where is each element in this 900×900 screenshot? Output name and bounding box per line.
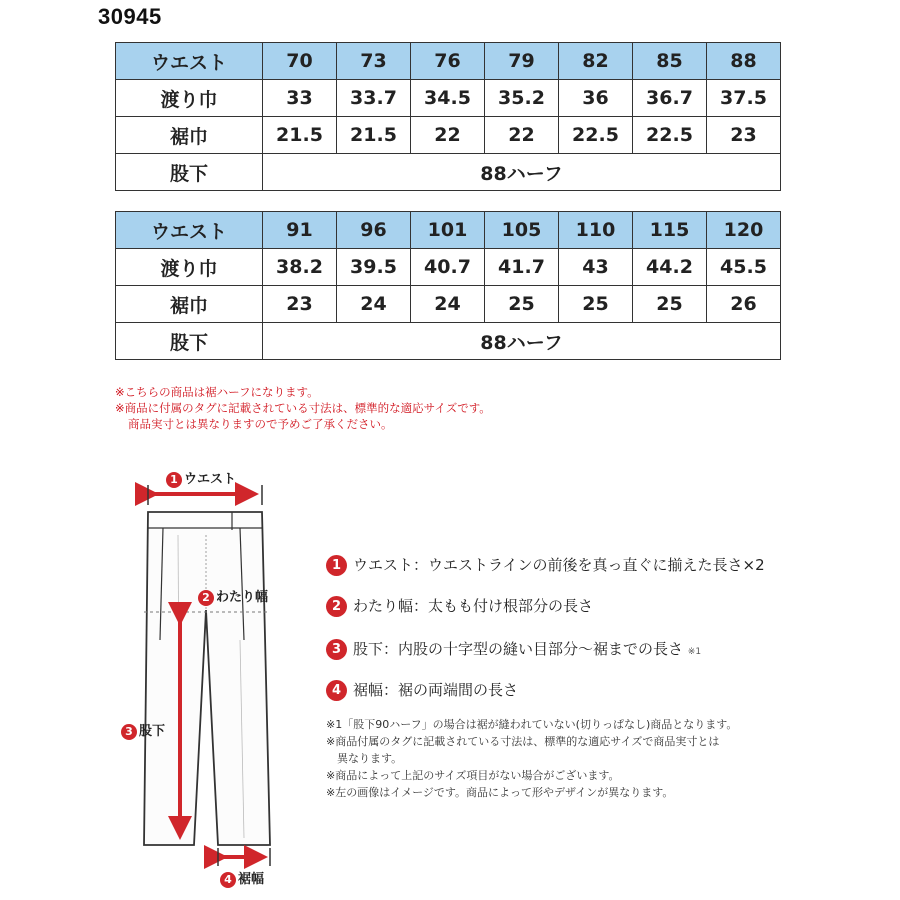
table-cell: 23: [707, 117, 781, 154]
table-cell: 24: [411, 286, 485, 323]
hem-row: [116, 286, 781, 323]
table-cell: 34.5: [411, 80, 485, 117]
inseam-value: 88ハーフ: [263, 154, 781, 191]
row-header: 渡り巾: [116, 249, 263, 286]
product-code: 30945: [98, 4, 162, 29]
inseam-label-text: 股下: [139, 724, 166, 739]
waist-cell: 96: [337, 212, 411, 249]
number-badge-icon: 1: [166, 472, 182, 488]
waist-label: [166, 468, 236, 488]
table-cell: 45.5: [707, 249, 781, 286]
table-cell: 23: [263, 286, 337, 323]
waist-cell: 79: [485, 43, 559, 80]
row-header: 裾巾: [116, 286, 263, 323]
table-cell: 33: [263, 80, 337, 117]
table-cell: 21.5: [337, 117, 411, 154]
row-header: 股下: [116, 323, 263, 360]
table-cell: 21.5: [263, 117, 337, 154]
hem-label-text: 裾幅: [238, 872, 265, 887]
row-header: ウエスト: [116, 43, 263, 80]
inseam-row: [116, 323, 781, 360]
fine-print-line: 異なります。: [337, 752, 403, 765]
waist-cell: 115: [633, 212, 707, 249]
table-cell: 25: [633, 286, 707, 323]
waist-cell: 88: [707, 43, 781, 80]
thigh-label-text: わたり幅: [216, 590, 269, 605]
table-cell: 33.7: [337, 80, 411, 117]
table-cell: 25: [559, 286, 633, 323]
table-cell: 36.7: [633, 80, 707, 117]
fine-print-line: ※左の画像はイメージです。商品によって形やデザインが異なります。: [326, 786, 674, 799]
table-cell: 22.5: [633, 117, 707, 154]
number-badge-icon: 4: [220, 872, 236, 888]
table-cell: 44.2: [633, 249, 707, 286]
row-header: 裾巾: [116, 117, 263, 154]
pants-diagram: [0, 440, 900, 900]
hem-label: [220, 868, 264, 888]
waist-cell: 105: [485, 212, 559, 249]
note-line: ※商品に付属のタグに記載されている寸法は、標準的な適応サイズです。: [115, 401, 491, 415]
table-cell: 25: [485, 286, 559, 323]
legend-item-hem: [326, 679, 518, 701]
waist-row: [116, 43, 781, 80]
waist-label-text: ウエスト: [184, 472, 237, 487]
row-header: 股下: [116, 154, 263, 191]
waist-cell: 76: [411, 43, 485, 80]
table-cell: 22: [411, 117, 485, 154]
table-cell: 43: [559, 249, 633, 286]
waist-row: [116, 212, 781, 249]
hem-row: [116, 117, 781, 154]
legend-text: わたり幅：太もも付け根部分の長さ: [353, 597, 594, 615]
table-cell: 37.5: [707, 80, 781, 117]
waist-cell: 85: [633, 43, 707, 80]
number-badge-icon: 4: [326, 680, 347, 701]
table-cell: 41.7: [485, 249, 559, 286]
waist-cell: 82: [559, 43, 633, 80]
thigh-row: [116, 249, 781, 286]
fine-print-line: ※商品によって上記のサイズ項目がない場合がございます。: [326, 769, 620, 782]
legend-text: ウエスト：ウエストラインの前後を真っ直ぐに揃えた長さ×2: [353, 556, 765, 574]
fine-print: [326, 716, 737, 801]
thigh-label: [198, 586, 268, 606]
row-header: 渡り巾: [116, 80, 263, 117]
pants-outline: [144, 512, 270, 845]
waist-cell: 91: [263, 212, 337, 249]
inseam-value: 88ハーフ: [263, 323, 781, 360]
number-badge-icon: 2: [326, 596, 347, 617]
fine-print-line: ※商品付属のタグに記載されている寸法は、標準的な適応サイズで商品実寸とは: [326, 735, 720, 748]
table-cell: 22: [485, 117, 559, 154]
waist-cell: 120: [707, 212, 781, 249]
table-cell: 35.2: [485, 80, 559, 117]
footnote-marker: ※1: [687, 647, 702, 657]
table-cell: 39.5: [337, 249, 411, 286]
waist-cell: 110: [559, 212, 633, 249]
legend-text: 股下：内股の十字型の縫い目部分～裾までの長さ: [353, 640, 684, 658]
legend-text: 裾幅：裾の両端間の長さ: [353, 681, 519, 699]
waist-cell: 73: [337, 43, 411, 80]
row-header: ウエスト: [116, 212, 263, 249]
size-table-1: [115, 42, 781, 191]
waist-cell: 70: [263, 43, 337, 80]
table-cell: 40.7: [411, 249, 485, 286]
size-notes: [115, 384, 491, 432]
table-cell: 36: [559, 80, 633, 117]
number-badge-icon: 2: [198, 590, 214, 606]
legend-item-thigh: [326, 595, 593, 617]
number-badge-icon: 3: [326, 639, 347, 660]
table-cell: 24: [337, 286, 411, 323]
note-line: ※こちらの商品は裾ハーフになります。: [115, 385, 319, 399]
table-cell: 38.2: [263, 249, 337, 286]
legend-item-inseam: [326, 638, 701, 660]
size-table-2: [115, 211, 781, 360]
table-cell: 26: [707, 286, 781, 323]
inseam-label: [121, 720, 165, 740]
table-cell: 22.5: [559, 117, 633, 154]
number-badge-icon: 3: [121, 724, 137, 740]
fine-print-line: ※1「股下90ハーフ」の場合は裾が縫われていない(切りっぱなし)商品となります。: [326, 718, 738, 731]
inseam-row: [116, 154, 781, 191]
waist-cell: 101: [411, 212, 485, 249]
thigh-row: [116, 80, 781, 117]
note-line: 商品実寸とは異なりますので予めご了承ください。: [128, 417, 393, 431]
legend-item-waist: [326, 554, 765, 576]
number-badge-icon: 1: [326, 555, 347, 576]
